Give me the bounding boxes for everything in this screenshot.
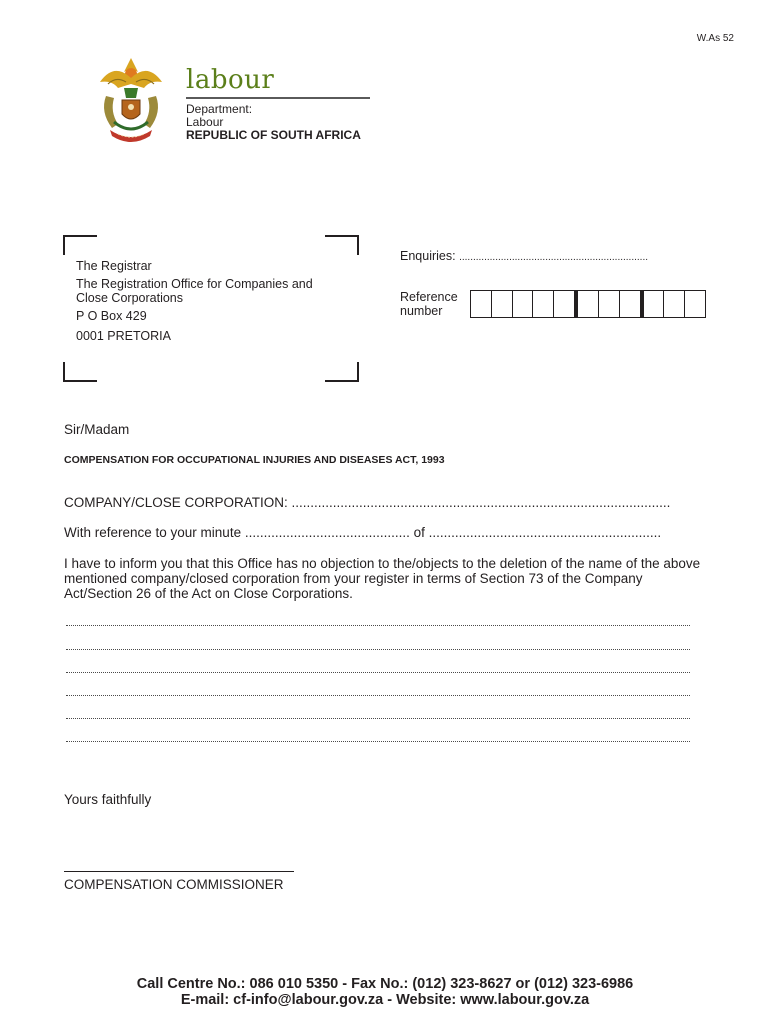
blank-line[interactable] <box>66 649 690 650</box>
logo-title: labour <box>186 65 275 95</box>
address-line-city: 0001 PRETORIA <box>76 329 171 343</box>
salutation: Sir/Madam <box>64 422 130 437</box>
coat-of-arms-logo <box>94 52 168 144</box>
address-line-pobox: P O Box 429 <box>76 309 147 323</box>
reference-digit-box[interactable] <box>471 291 492 317</box>
address-frame-corner <box>325 235 359 255</box>
address-frame-corner <box>63 362 97 382</box>
body-paragraph: I have to inform you that this Office has no objection to the/objects to the deletion of the name of the above mentioned company/closed corporation from your register in terms of Section 73 of the Company Act/Section 26 of the Act on Close Corporations. <box>64 556 701 601</box>
enquiries-label: Enquiries: .................................................................... <box>400 249 649 263</box>
footer-contact: Call Centre No.: 086 010 5350 - Fax No.: (012) 323-8627 or (012) 323-6986 <box>136 976 634 992</box>
reference-label-2: number <box>400 304 443 318</box>
blank-line[interactable] <box>66 672 690 673</box>
reference-digit-box[interactable] <box>492 291 513 317</box>
blank-line[interactable] <box>66 741 690 742</box>
reference-digit-box[interactable] <box>620 291 644 317</box>
address-line-office: The Registration Office for Companies and Close Corporations <box>76 277 313 305</box>
closing: Yours faithfully <box>64 792 152 807</box>
department-label: Department: <box>186 102 253 116</box>
address-frame-corner <box>63 235 97 255</box>
department-name: Labour <box>186 115 224 129</box>
address-line-registrar: The Registrar <box>76 259 152 273</box>
reference-digit-box[interactable] <box>554 291 578 317</box>
reference-digit-box[interactable] <box>578 291 599 317</box>
reference-digit-box[interactable] <box>599 291 620 317</box>
address-frame-corner <box>325 362 359 382</box>
act-title: COMPENSATION FOR OCCUPATIONAL INJURIES AND DISEASES ACT, 1993 <box>64 454 445 466</box>
logo-underline <box>186 97 370 99</box>
form-code: W.As 52 <box>696 33 734 44</box>
minute-reference-field[interactable]: With reference to your minute ............................................ of .............................................................. <box>64 525 662 540</box>
reference-digit-box[interactable] <box>513 291 534 317</box>
signature-line[interactable] <box>64 871 294 872</box>
blank-line[interactable] <box>66 718 690 719</box>
blank-line[interactable] <box>66 625 690 626</box>
reference-label-1: Reference <box>400 290 458 304</box>
footer-web: E-mail: cf-info@labour.gov.za - Website: www.labour.gov.za <box>180 992 590 1008</box>
reference-digit-box[interactable] <box>644 291 665 317</box>
reference-digit-box[interactable] <box>685 291 705 317</box>
signatory-title: COMPENSATION COMMISSIONER <box>64 877 284 892</box>
country-name: REPUBLIC OF SOUTH AFRICA <box>186 128 361 142</box>
reference-digit-box[interactable] <box>664 291 685 317</box>
blank-line[interactable] <box>66 695 690 696</box>
reference-number-boxes[interactable] <box>470 290 706 318</box>
enquiries-field[interactable]: .................................................................... <box>459 252 649 263</box>
reference-digit-box[interactable] <box>533 291 554 317</box>
company-field[interactable]: COMPANY/CLOSE CORPORATION: ..................................................................................................... <box>64 495 671 510</box>
